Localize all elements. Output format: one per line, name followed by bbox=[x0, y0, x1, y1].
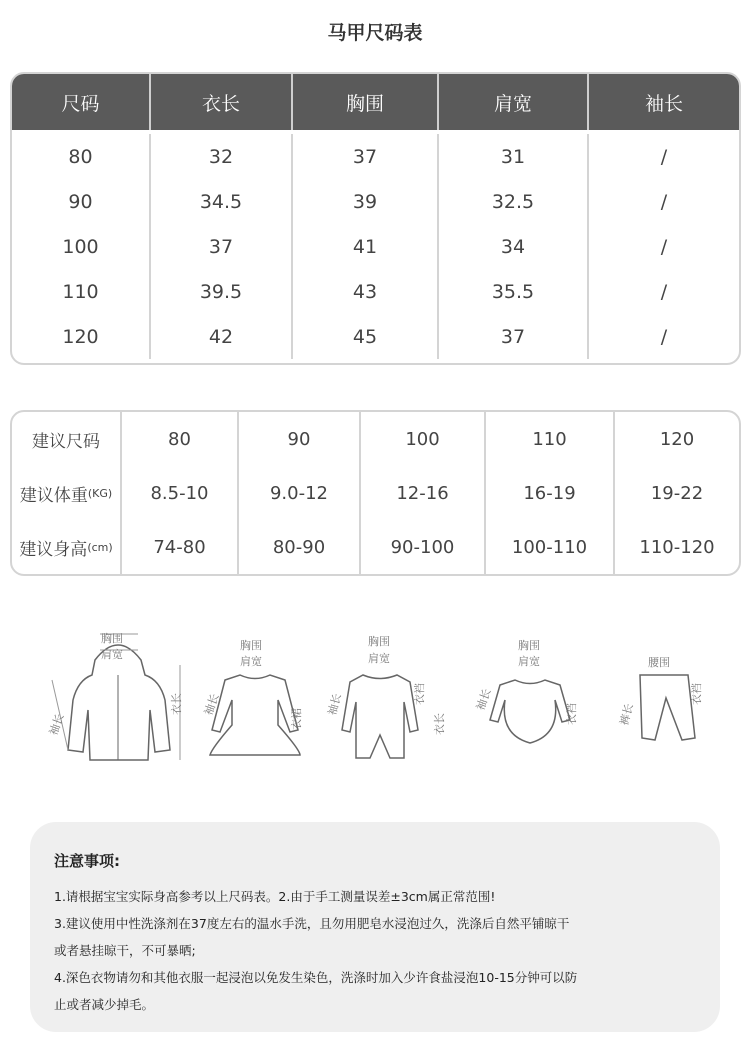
note-line: 4.深色衣物请勿和其他衣服一起浸泡以免发生染色，洗涤时加入少许食盐浸泡10-15分钟可以防 bbox=[54, 970, 578, 985]
table-cell: 43 bbox=[293, 269, 439, 314]
notes-title: 注意事项: bbox=[54, 852, 120, 870]
size-table-body bbox=[12, 134, 739, 359]
bodysuit-diagram bbox=[470, 635, 600, 755]
table-cell: 35.5 bbox=[439, 269, 589, 314]
jacket-shoulder-label: 肩宽 bbox=[101, 648, 123, 661]
note-line: 1.请根据宝宝实际身高参考以上尺码表。2.由于手工测量误差±3cm属正常范围! bbox=[54, 889, 496, 904]
recommend-column bbox=[486, 412, 615, 574]
note-line: 或者悬挂晾干，不可暴晒; bbox=[54, 943, 196, 958]
note-line: 3.建议使用中性洗涤剂在37度左右的温水手洗，且勿用肥皂水浸泡过久，洗涤后自然平铺晾干 bbox=[54, 916, 570, 931]
table-cell: / bbox=[660, 190, 668, 213]
table-row bbox=[12, 269, 739, 314]
recommend-column bbox=[615, 412, 739, 574]
table-cell: 37 bbox=[439, 314, 589, 359]
label-recommend-weight bbox=[12, 466, 120, 520]
recommend-cell: 74-80 bbox=[153, 536, 206, 558]
table-cell: 39 bbox=[293, 179, 439, 224]
recommend-label-column bbox=[12, 412, 122, 574]
label-main: 建议尺码 bbox=[32, 431, 100, 452]
table-cell: / bbox=[660, 325, 668, 348]
pants-waist-label: 腰围 bbox=[648, 656, 670, 669]
label-main: 建议身高 bbox=[19, 539, 88, 560]
recommend-cell: 16-19 bbox=[523, 482, 576, 504]
jacket-length-label: 衣长 bbox=[170, 693, 183, 715]
recommend-cell: 120 bbox=[659, 428, 695, 450]
bodysuit-shoulder-label: 肩宽 bbox=[518, 655, 540, 668]
label-recommend-size bbox=[12, 412, 120, 466]
recommend-cell: 80 bbox=[168, 428, 191, 450]
recommend-cell: 90-100 bbox=[390, 536, 455, 558]
table-cell: / bbox=[660, 145, 668, 168]
table-cell: 37 bbox=[293, 134, 439, 179]
table-cell: 110 bbox=[12, 269, 151, 314]
table-cell: 45 bbox=[293, 314, 439, 359]
romper-crotch-label: 衣裆 bbox=[413, 683, 426, 705]
label-main: 建议体重 bbox=[19, 485, 88, 506]
table-cell: 32.5 bbox=[439, 179, 589, 224]
romper-sleeve-label: 袖长 bbox=[325, 692, 344, 717]
table-cell: 31 bbox=[439, 134, 589, 179]
recommend-cell: 110 bbox=[532, 428, 567, 450]
table-cell: / bbox=[660, 235, 668, 258]
pants-crotch-label: 衣裆 bbox=[690, 683, 703, 705]
romper-diagram bbox=[318, 630, 458, 770]
recommend-cell: 12-16 bbox=[396, 482, 449, 504]
recommend-column bbox=[361, 412, 486, 574]
recommend-cell: 9.0-12 bbox=[269, 482, 329, 504]
jacket-diagram bbox=[40, 620, 195, 770]
table-cell: 100 bbox=[12, 224, 151, 269]
recommend-table bbox=[10, 410, 741, 576]
table-cell: 42 bbox=[151, 314, 293, 359]
recommend-column bbox=[239, 412, 361, 574]
table-cell: 80 bbox=[12, 134, 151, 179]
table-row bbox=[12, 314, 739, 359]
care-notes bbox=[30, 822, 720, 1032]
header-size: 尺码 bbox=[12, 74, 151, 130]
bodysuit-crotch-label: 衣裆 bbox=[565, 703, 578, 725]
label-unit: (KG) bbox=[87, 486, 113, 500]
dress-diagram bbox=[200, 630, 310, 770]
label-unit: (cm) bbox=[87, 540, 113, 554]
size-table-header bbox=[12, 74, 739, 130]
recommend-cell: 8.5-10 bbox=[150, 482, 209, 504]
romper-shoulder-label: 肩宽 bbox=[368, 652, 390, 665]
recommend-cell: 19-22 bbox=[650, 482, 704, 504]
romper-length-label: 衣长 bbox=[433, 713, 446, 735]
table-cell: / bbox=[660, 280, 668, 303]
header-length: 衣长 bbox=[151, 74, 293, 130]
notes-lines bbox=[54, 883, 696, 1018]
table-cell: 32 bbox=[151, 134, 293, 179]
jacket-chest-label: 胸围 bbox=[101, 632, 123, 645]
table-row bbox=[12, 179, 739, 224]
table-cell: 37 bbox=[151, 224, 293, 269]
bodysuit-chest-label: 胸围 bbox=[518, 639, 540, 652]
table-cell: 34.5 bbox=[151, 179, 293, 224]
jacket-sleeve-label: 袖长 bbox=[46, 712, 67, 738]
table-cell: 41 bbox=[293, 224, 439, 269]
label-recommend-height bbox=[12, 520, 120, 574]
page-title: 马甲尺码表 bbox=[327, 22, 423, 44]
table-row bbox=[12, 134, 739, 179]
measurement-illustrations bbox=[0, 620, 750, 780]
header-sleeve: 袖长 bbox=[644, 92, 683, 115]
table-cell: 34 bbox=[439, 224, 589, 269]
dress-sleeve-label: 袖长 bbox=[201, 692, 222, 718]
dress-chest-label: 胸围 bbox=[240, 639, 262, 652]
recommend-cell: 80-90 bbox=[272, 536, 326, 558]
note-line: 止或者减少掉毛。 bbox=[54, 997, 155, 1012]
bodysuit-sleeve-label: 袖长 bbox=[473, 687, 494, 713]
pants-length-label: 裤长 bbox=[617, 702, 636, 727]
recommend-cell: 100 bbox=[405, 428, 440, 450]
romper-chest-label: 胸围 bbox=[368, 635, 390, 648]
table-cell: 90 bbox=[12, 179, 151, 224]
header-shoulder: 肩宽 bbox=[439, 74, 589, 130]
recommend-cell: 100-110 bbox=[511, 536, 588, 558]
pants-diagram bbox=[610, 650, 720, 760]
header-chest: 胸围 bbox=[293, 74, 439, 130]
dress-length-label: 衣裙 bbox=[290, 708, 303, 730]
table-row bbox=[12, 224, 739, 269]
size-table bbox=[10, 72, 741, 365]
table-cell: 120 bbox=[12, 314, 151, 359]
table-cell: 39.5 bbox=[151, 269, 293, 314]
dress-shoulder-label: 肩宽 bbox=[240, 655, 262, 668]
recommend-cell: 110-120 bbox=[639, 536, 715, 558]
recommend-column bbox=[122, 412, 239, 574]
recommend-cell: 90 bbox=[287, 428, 311, 450]
